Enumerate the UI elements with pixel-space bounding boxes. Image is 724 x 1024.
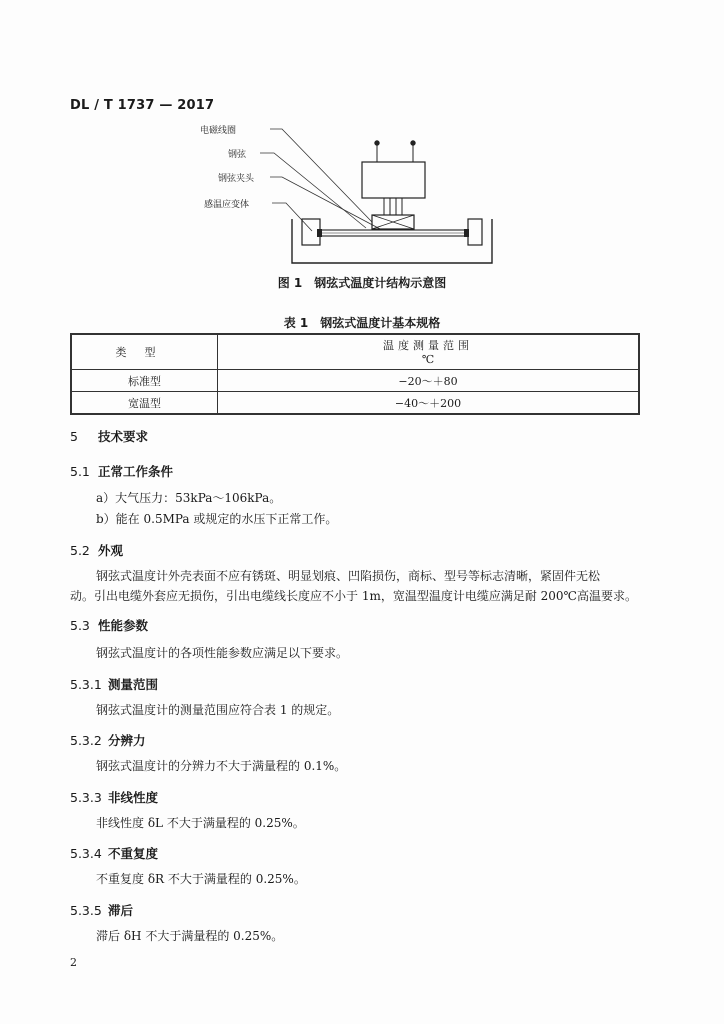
section-5-3-2-text: 钢弦式温度计的分辨力不大于满量程的 0.1%。 xyxy=(96,759,347,773)
label-electromagnetic-coil: 电磁线圈 xyxy=(200,126,237,136)
page-number: 2 xyxy=(70,956,77,969)
section-5-3-5-text: 滞后 δH 不大于满量程的 0.25%。 xyxy=(96,929,284,943)
section-5-3-3-text: 非线性度 δL 不大于满量程的 0.25%。 xyxy=(96,816,305,830)
table-header-row xyxy=(71,334,639,370)
row-range: −40～＋200 xyxy=(218,392,640,415)
header-range: 温度测量范围 xyxy=(383,338,473,352)
header-unit: ℃ xyxy=(421,352,435,366)
section-5-3-4-text: 不重复度 δR 不大于满量程的 0.25%。 xyxy=(96,872,306,886)
label-string-clamp: 钢弦夹头 xyxy=(218,174,255,184)
header-type: 类型 xyxy=(115,346,174,359)
label-steel-string: 钢弦 xyxy=(228,150,247,160)
header-type-cell xyxy=(71,334,218,370)
section-5-3-4-heading: 5.3.4 不重复度 xyxy=(70,846,159,861)
label-strain-body: 感温应变体 xyxy=(204,200,250,210)
section-5-3-1-text: 钢弦式温度计的测量范围应符合表 1 的规定。 xyxy=(96,703,340,717)
standard-code: DL / T 1737 — 2017 xyxy=(70,98,215,113)
row-type: 宽温型 xyxy=(71,392,218,415)
spec-table xyxy=(70,333,640,415)
table-row xyxy=(71,392,639,415)
row-type: 标准型 xyxy=(71,370,218,392)
section-5-1-item-a: a）大气压力：53kPa～106kPa。 xyxy=(96,491,282,505)
section-5-2-line-2: 动。引出电缆外套应无损伤，引出电缆线长度应不小于 1m，宽温型温度计电缆应满足耐 200℃高温要求。 xyxy=(70,589,637,603)
section-5-1-item-b: b）能在 0.5MPa 或规定的水压下正常工作。 xyxy=(96,512,338,526)
section-5-3-3-heading: 5.3.3 非线性度 xyxy=(70,790,159,805)
header-range-cell xyxy=(218,334,640,370)
section-5-2-heading: 5.2 外观 xyxy=(70,543,124,558)
section-5-2-line-1: 钢弦式温度计外壳表面不应有锈斑、明显划痕、凹陷损伤，商标、型号等标志清晰，紧固件无松 xyxy=(96,569,601,583)
table-caption: 表 1 钢弦式温度计基本规格 xyxy=(283,316,441,330)
section-5-3-5-heading: 5.3.5 滞后 xyxy=(70,903,134,918)
table-row xyxy=(71,370,639,392)
section-5-3-heading: 5.3 性能参数 xyxy=(70,618,149,633)
section-5-heading: 5 技术要求 xyxy=(70,429,149,444)
section-5-3-text: 钢弦式温度计的各项性能参数应满足以下要求。 xyxy=(96,646,349,660)
structure-diagram xyxy=(200,118,520,278)
section-5-3-2-heading: 5.3.2 分辨力 xyxy=(70,733,146,748)
section-5-3-1-heading: 5.3.1 测量范围 xyxy=(70,677,159,692)
row-range: −20～＋80 xyxy=(218,370,640,392)
figure-caption: 图 1 钢弦式温度计结构示意图 xyxy=(277,276,447,290)
section-5-1-heading: 5.1 正常工作条件 xyxy=(70,464,174,479)
